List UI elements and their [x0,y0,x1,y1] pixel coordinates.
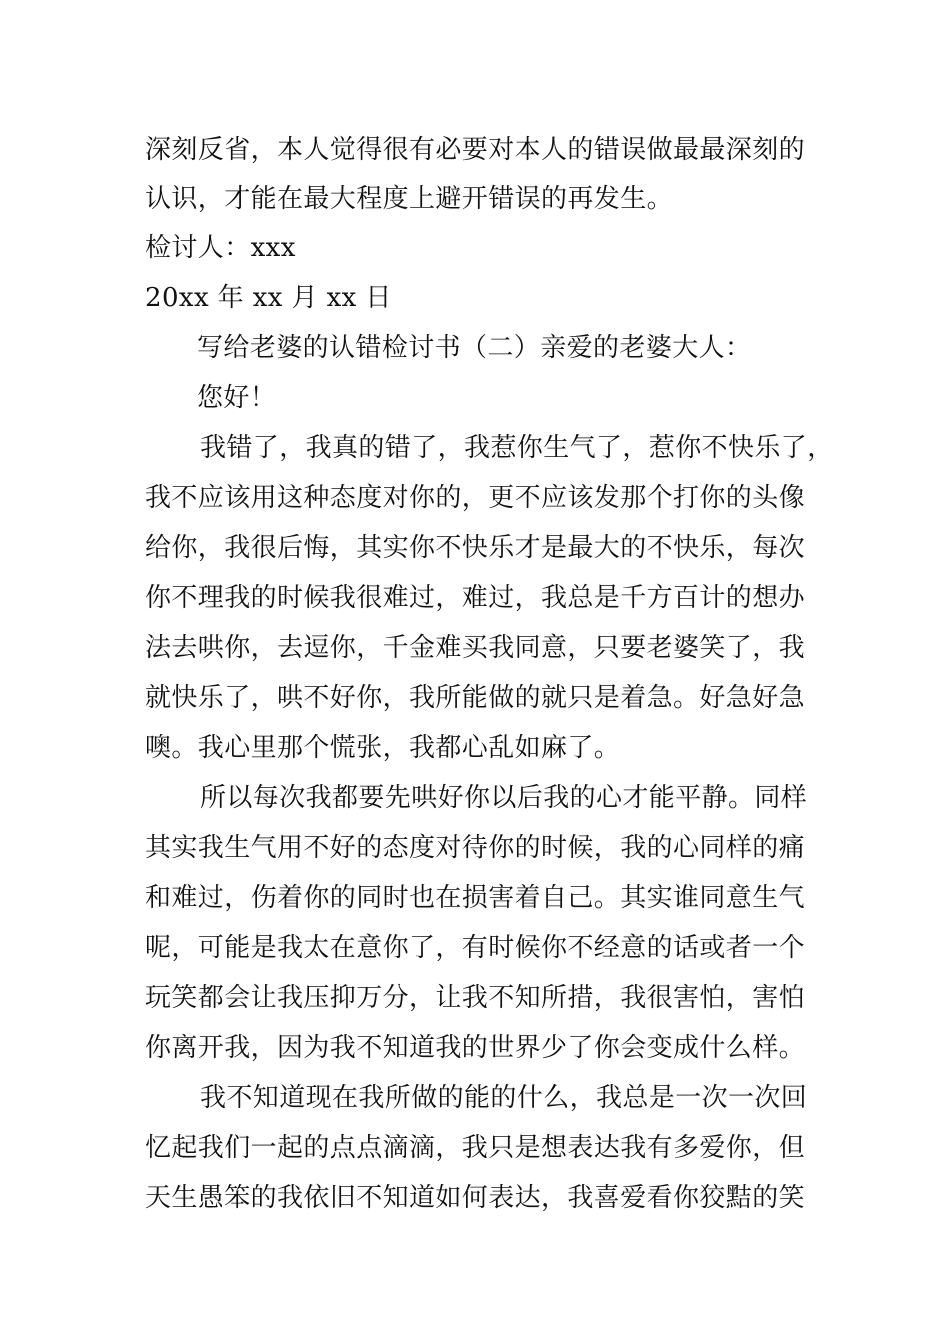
paragraph2-line: 和难过，伤着你的同时也在损害着自己。其实谁同意生气 [145,883,806,913]
paragraph2-line: 所以每次我都要先哄好你以后我的心才能平静。同样 [200,783,808,813]
greeting: 您好！ [197,383,277,413]
paragraph1-line: 就快乐了，哄不好你，我所能做的就只是着急。好急好急 [145,683,806,713]
signature-line: 检讨人：xxx [145,233,296,263]
paragraph1-line: 我错了，我真的错了，我惹你生气了，惹你不快乐了， [200,433,834,463]
paragraph3-line: 忆起我们一起的点点滴滴，我只是想表达我有多爱你，但 [145,1133,806,1163]
paragraph3-line: 天生愚笨的我依旧不知道如何表达，我喜爱看你狡黠的笑 [145,1183,806,1213]
paragraph2-line: 你离开我，因为我不知道我的世界少了你会变成什么样。 [145,1033,806,1063]
paragraph1-line: 噢。我心里那个慌张，我都心乱如麻了。 [145,733,621,763]
paragraph2-line: 其实我生气用不好的态度对待你的时候，我的心同样的痛 [145,833,806,863]
paragraph1-line: 你不理我的时候我很难过，难过，我总是千方百计的想办 [145,583,806,613]
paragraph1-line: 我不应该用这种态度对你的，更不应该发那个打你的头像 [145,483,806,513]
intro-line: 深刻反省，本人觉得很有必要对本人的错误做最最深刻的 [145,135,806,165]
intro-line: 认识，才能在最大程度上避开错误的再发生。 [145,184,674,214]
paragraph3-line: 我不知道现在我所做的能的什么，我总是一次一次回 [200,1083,808,1113]
date-line: 20xx 年 xx 月 xx 日 [145,283,392,313]
paragraph2-line: 呢，可能是我太在意你了，有时候你不经意的话或者一个 [145,933,806,963]
paragraph2-line: 玩笑都会让我压抑万分，让我不知所措，我很害怕，害怕 [145,983,806,1013]
letter-heading: 写给老婆的认错检讨书（二）亲爱的老婆大人： [197,333,752,363]
paragraph1-line: 给你，我很后悔，其实你不快乐才是最大的不快乐，每次 [145,533,806,563]
paragraph1-line: 法去哄你，去逗你，千金难买我同意，只要老婆笑了，我 [145,633,806,663]
